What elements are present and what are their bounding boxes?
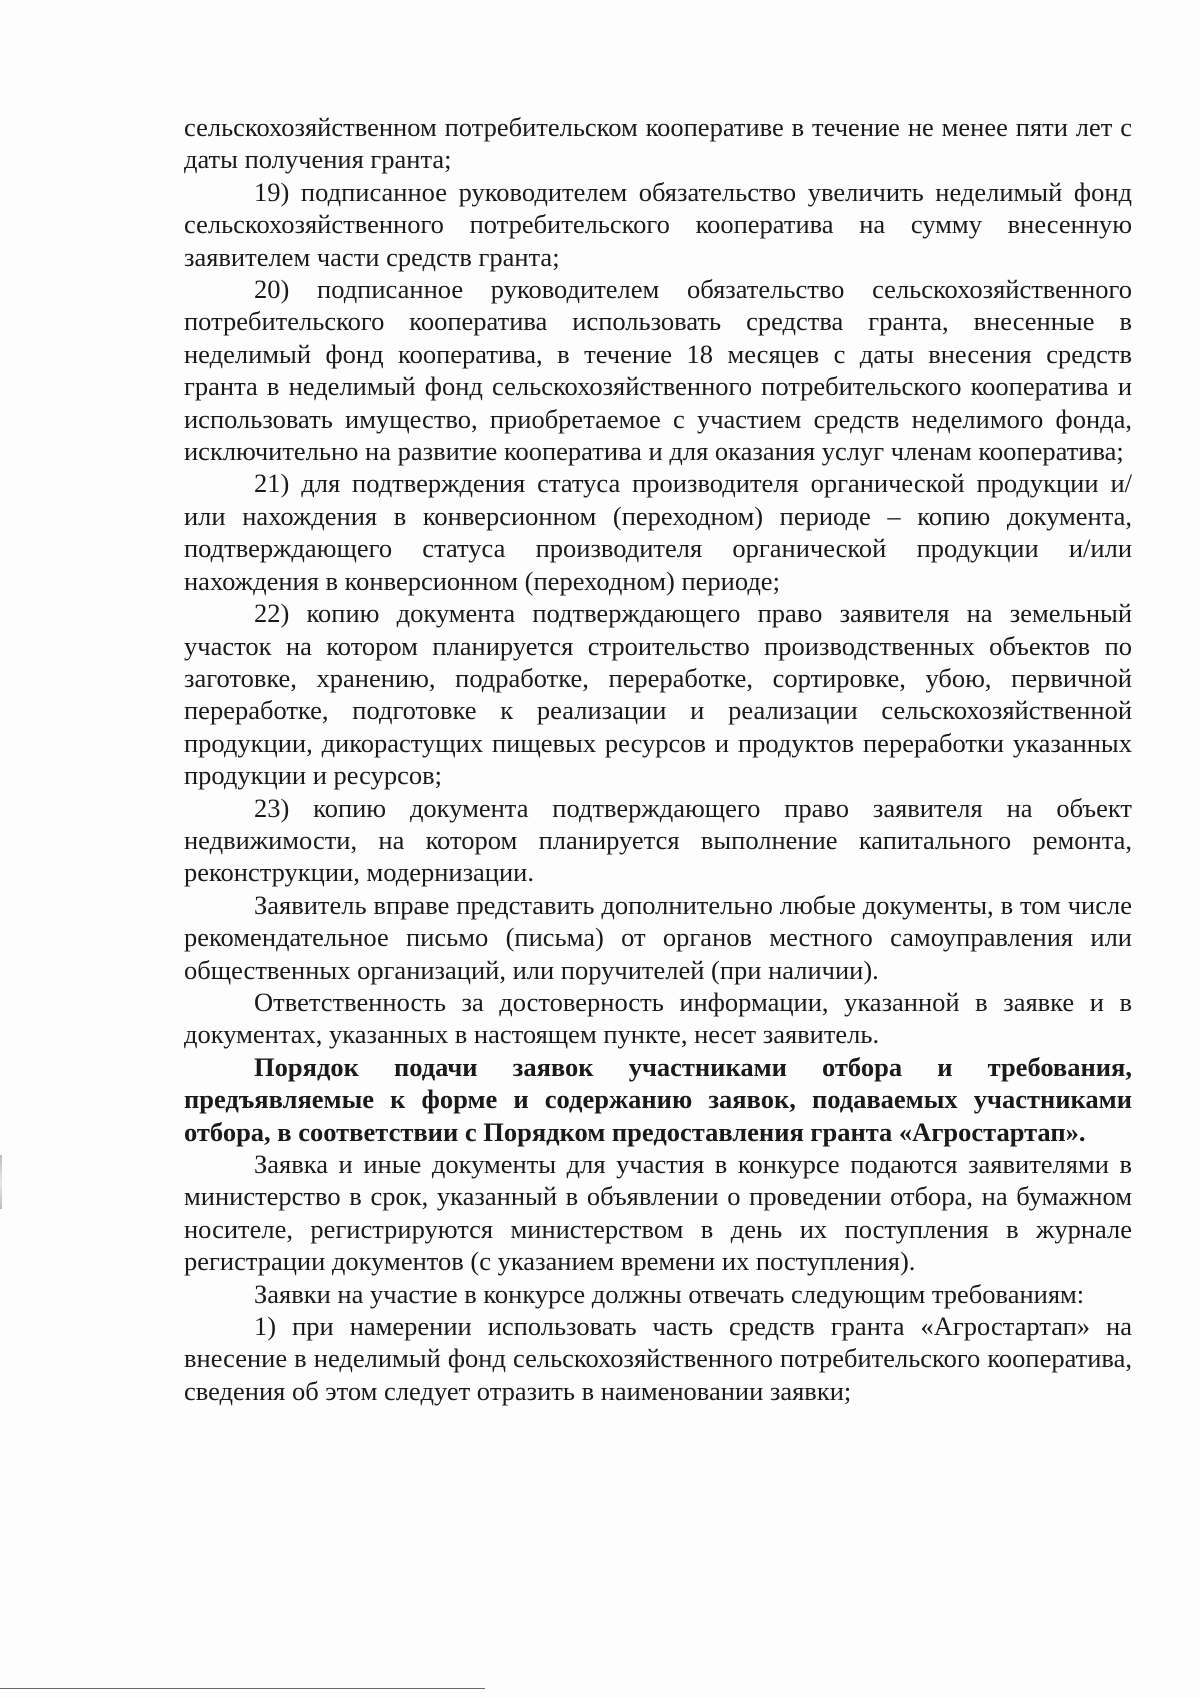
paragraph-responsibility: Ответственность за достоверность информации, указанной в заявке и в документах, указанных в настоящем пункте, несет заявитель. bbox=[184, 986, 1132, 1050]
paragraph-item-19: 19) подписанное руководителем обязательство увеличить неделимый фонд сельскохозяйственного потребительского кооператива на сумму внесенную заявителем части средств гранта; bbox=[184, 176, 1132, 272]
footnote-separator-line bbox=[0, 1688, 485, 1689]
paragraph-requirements: Заявки на участие в конкурсе должны отвечать следующим требованиям: bbox=[254, 1278, 1085, 1309]
paragraph-submission: Заявка и иные документы для участия в конкурсе подаются заявителями в министерство в срок, указанный в объявлении о проведении отбора, на бумажном носителе, регистрируются министерством в день их поступления в журнале регистрации документов (с указанием времени их поступления). bbox=[184, 1149, 1132, 1277]
paragraph-item-23: 23) копию документа подтверждающего право заявителя на объект недвижимости, на котором планируется выполнение капитального ремонта, реконструкции, модернизации. bbox=[184, 792, 1132, 888]
paragraph-item-20: 20) подписанное руководителем обязательство сельскохозяйственного потребительского кооператива использовать средства гранта, внесенные в неделимый фонд кооператива, в течение 18 месяцев с даты внесения средств гранта в неделимый фонд сельскохозяйственного потребительского кооператива и использовать имущество, приобретаемое с участием средств неделимого фонда, исключительно на развитие кооператива и для оказания услуг членам кооператива; bbox=[184, 274, 1132, 467]
paragraph-additional-documents: Заявитель вправе представить дополнительно любые документы, в том числе рекомендательное письмо (письма) от органов местного самоуправления или общественных организаций, или поручителей (при наличии). bbox=[184, 889, 1132, 985]
paragraph-requirement-1: 1) при намерении использовать часть средств гранта «Агростартап» на внесение в неделимый фонд сельскохозяйственного потребительского кооператива, сведения об этом следует отразить в наименовании заявки; bbox=[184, 1311, 1132, 1406]
document-body bbox=[184, 111, 1132, 1407]
section-heading: Порядок подачи заявок участниками отбора и требования, предъявляемые к форме и содержанию заявок, подаваемых участниками отбора, в соответствии с Порядком предоставления гранта «Агростартап». bbox=[184, 1051, 1132, 1147]
scan-edge-mark bbox=[0, 1155, 2, 1209]
paragraph-item-21: 21) для подтверждения статуса производителя органической продукции и/или нахождения в конверсионном (переходном) периоде – копию документа, подтверждающего статуса производителя органической продукции и/или нахождения в конверсионном (переходном) периоде; bbox=[184, 468, 1132, 596]
paragraph-item-22: 22) копию документа подтверждающего право заявителя на земельный участок на котором планируется строительство производственных объектов по заготовке, хранению, подработке, переработке, сортировке, убою, первичной переработке, подготовке к реализации и реализации сельскохозяйственной продукции, дикорастущих пищевых ресурсов и продуктов переработки указанных продукции и ресурсов; bbox=[184, 598, 1132, 791]
paragraph-continuation: сельскохозяйственном потребительском кооперативе в течение не менее пяти лет с даты получения гранта; bbox=[184, 112, 1132, 175]
